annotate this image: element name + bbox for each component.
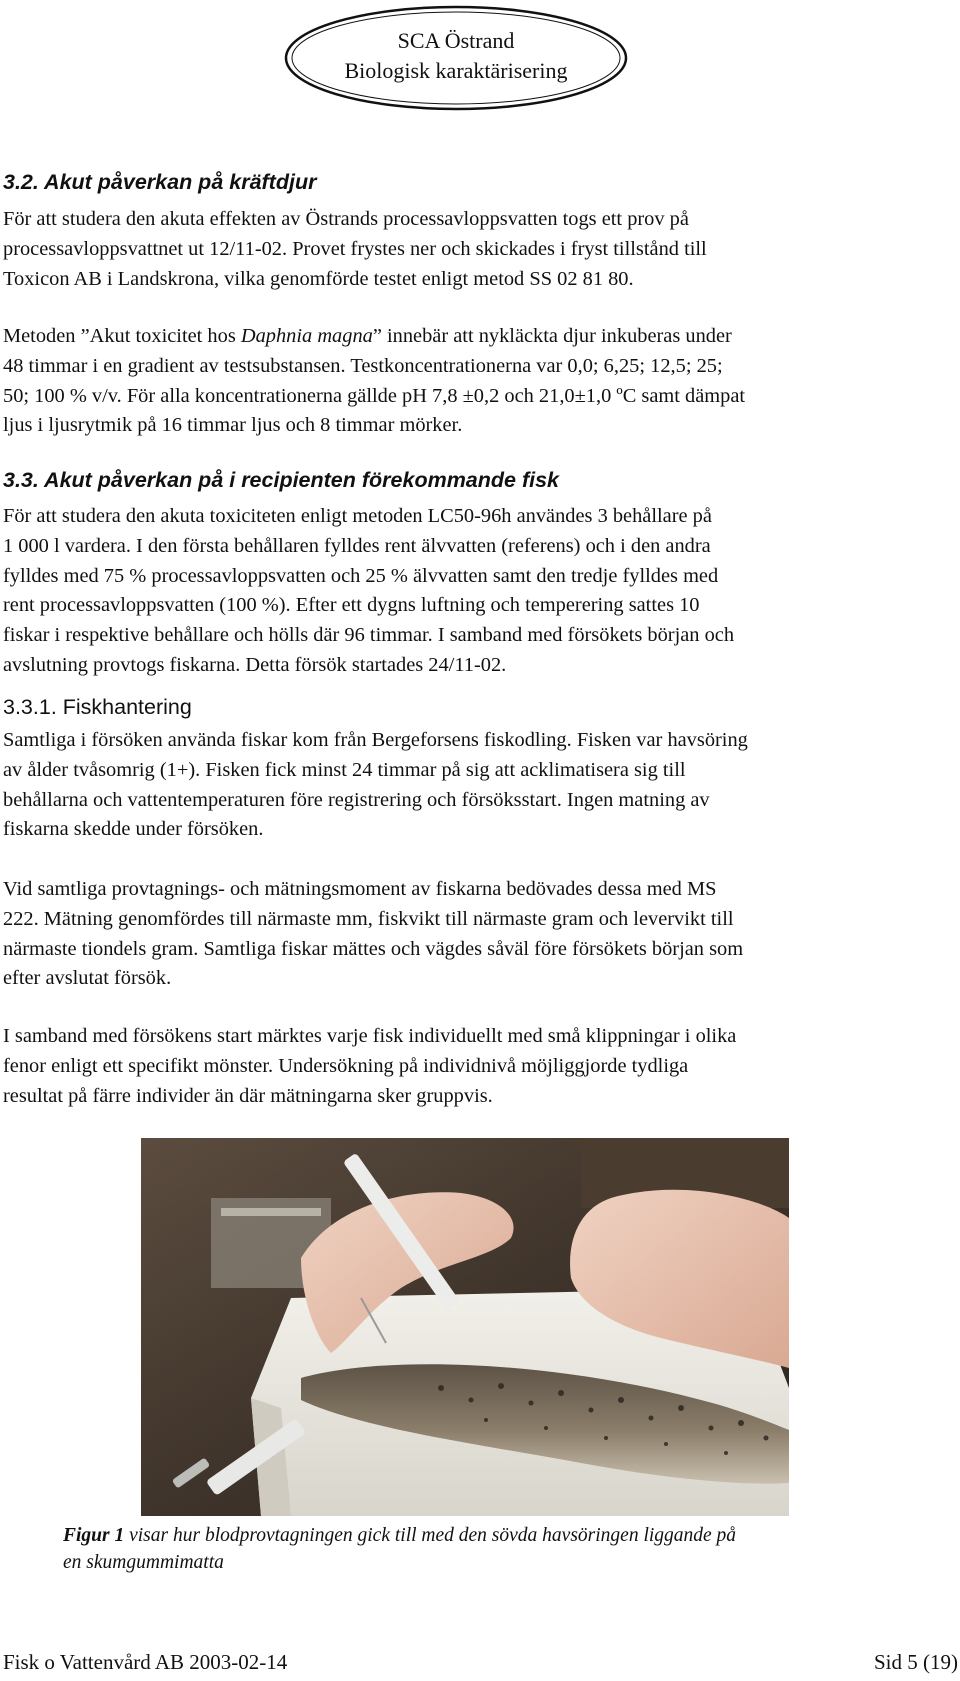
text-line: avslutning provtogs fiskarna. Detta försök startades 24/11-02.	[3, 653, 507, 676]
text-line: 48 timmar i en gradient av testsubstansen. Testkoncentrationerna var 0,0; 6,25; 12,5; 25;	[3, 354, 723, 377]
blood-sampling-photo	[141, 1138, 789, 1516]
text-line: Vid samtliga provtagnings- och mätningsmoment av fiskarna bedövades dessa med MS	[3, 878, 717, 900]
section-heading-3-2: 3.2. Akut påverkan på kräftdjur	[3, 170, 317, 194]
caption-line	[63, 1522, 883, 1549]
header-logo	[283, 4, 629, 112]
figure-caption	[63, 1522, 883, 1576]
text-line: fiskar i respektive behållare och hölls där 96 timmar. I samband med försökets början och	[3, 624, 735, 647]
text-line: 1 000 l vardera. I den första behållaren fylldes rent älvvatten (referens) och i den andra	[3, 534, 711, 557]
text-line: processavloppsvattnet ut 12/11-02. Provet frystes ner och skickades i fryst tillstånd till	[3, 237, 707, 260]
text-line	[3, 322, 918, 352]
text-line: I samband med försökens start märktes varje fisk individuellt med små klippningar i olika	[3, 1025, 737, 1047]
footer-left: Fisk o Vattenvård AB 2003-02-14	[3, 1650, 288, 1674]
paragraph-3-3-1-3	[3, 1022, 918, 1111]
text-line: Toxicon AB i Landskrona, vilka genomförde testet enligt metod SS 02 81 80.	[3, 267, 634, 290]
text-line: närmaste tiondels gram. Samtliga fiskar mättes och vägdes såväl före försökets början som	[3, 937, 744, 960]
paragraph-3-2-2	[3, 322, 918, 441]
text-line: behållarna och vattentemperaturen före registrering och försöksstart. Ingen matning av	[3, 788, 710, 811]
text-line: resultat på färre individer än där mätningarna sker gruppvis.	[3, 1084, 493, 1107]
paragraph-3-2-1	[3, 205, 918, 294]
text-line: efter avslutat försök.	[3, 967, 172, 990]
text-line: För att studera den akuta effekten av Östrands processavloppsvatten togs ett prov på	[3, 208, 689, 230]
header-subtitle: Biologisk karaktärisering	[344, 58, 568, 83]
figure-photo	[141, 1138, 789, 1516]
header-text	[283, 26, 629, 86]
caption-line: en skumgummimatta	[63, 1552, 224, 1573]
text-line: 50; 100 % v/v. För alla koncentrationerna gällde pH 7,8 ±0,2 och 21,0±1,0 ºC samt dämpat	[3, 384, 746, 407]
paragraph-3-3-1-2	[3, 875, 918, 994]
figure-label: Figur 1	[63, 1525, 125, 1546]
species-name: Daphnia magna	[240, 325, 373, 347]
text-line: Samtliga i försöken använda fiskar kom från Bergeforsens fiskodling. Fisken var havsöring	[3, 729, 748, 751]
text-line: 222. Mätning genomfördes till närmaste mm, fiskvikt till närmaste gram och levervikt till	[3, 907, 734, 930]
text-line: fenor enligt ett specifikt mönster. Undersökning på individnivå möjliggjorde tydliga	[3, 1054, 689, 1077]
text-line: fylldes med 75 % processavloppsvatten och 25 % älvvatten samt den tredje fylldes med	[3, 564, 719, 587]
text-segment: Metoden ”Akut toxicitet hos	[3, 325, 241, 347]
text-segment: ” innebär att nykläckta djur inkuberas under	[372, 325, 732, 347]
text-line: ljus i ljusrytmik på 16 timmar ljus och 8 timmar mörker.	[3, 414, 463, 437]
caption-text: visar hur blodprovtagningen gick till med den sövda havsöringen liggande på	[124, 1525, 737, 1546]
section-heading-3-3-1: 3.3.1. Fiskhantering	[3, 695, 192, 719]
section-heading-3-3: 3.3. Akut påverkan på i recipienten förekommande fisk	[3, 468, 560, 492]
header-company: SCA Östrand	[397, 28, 515, 53]
text-line: För att studera den akuta toxiciteten enligt metoden LC50-96h användes 3 behållare på	[3, 505, 712, 527]
footer-page-number: Sid 5 (19)	[874, 1650, 958, 1674]
text-line: rent processavloppsvatten (100 %). Efter ett dygns luftning och temperering sattes 10	[3, 594, 700, 617]
text-line: av ålder tvåsomrig (1+). Fisken fick minst 24 timmar på sig att acklimatisera sig till	[3, 758, 686, 781]
paragraph-3-3-1	[3, 502, 918, 681]
text-line: fiskarna skedde under försöken.	[3, 818, 264, 841]
paragraph-3-3-1-1	[3, 726, 918, 845]
